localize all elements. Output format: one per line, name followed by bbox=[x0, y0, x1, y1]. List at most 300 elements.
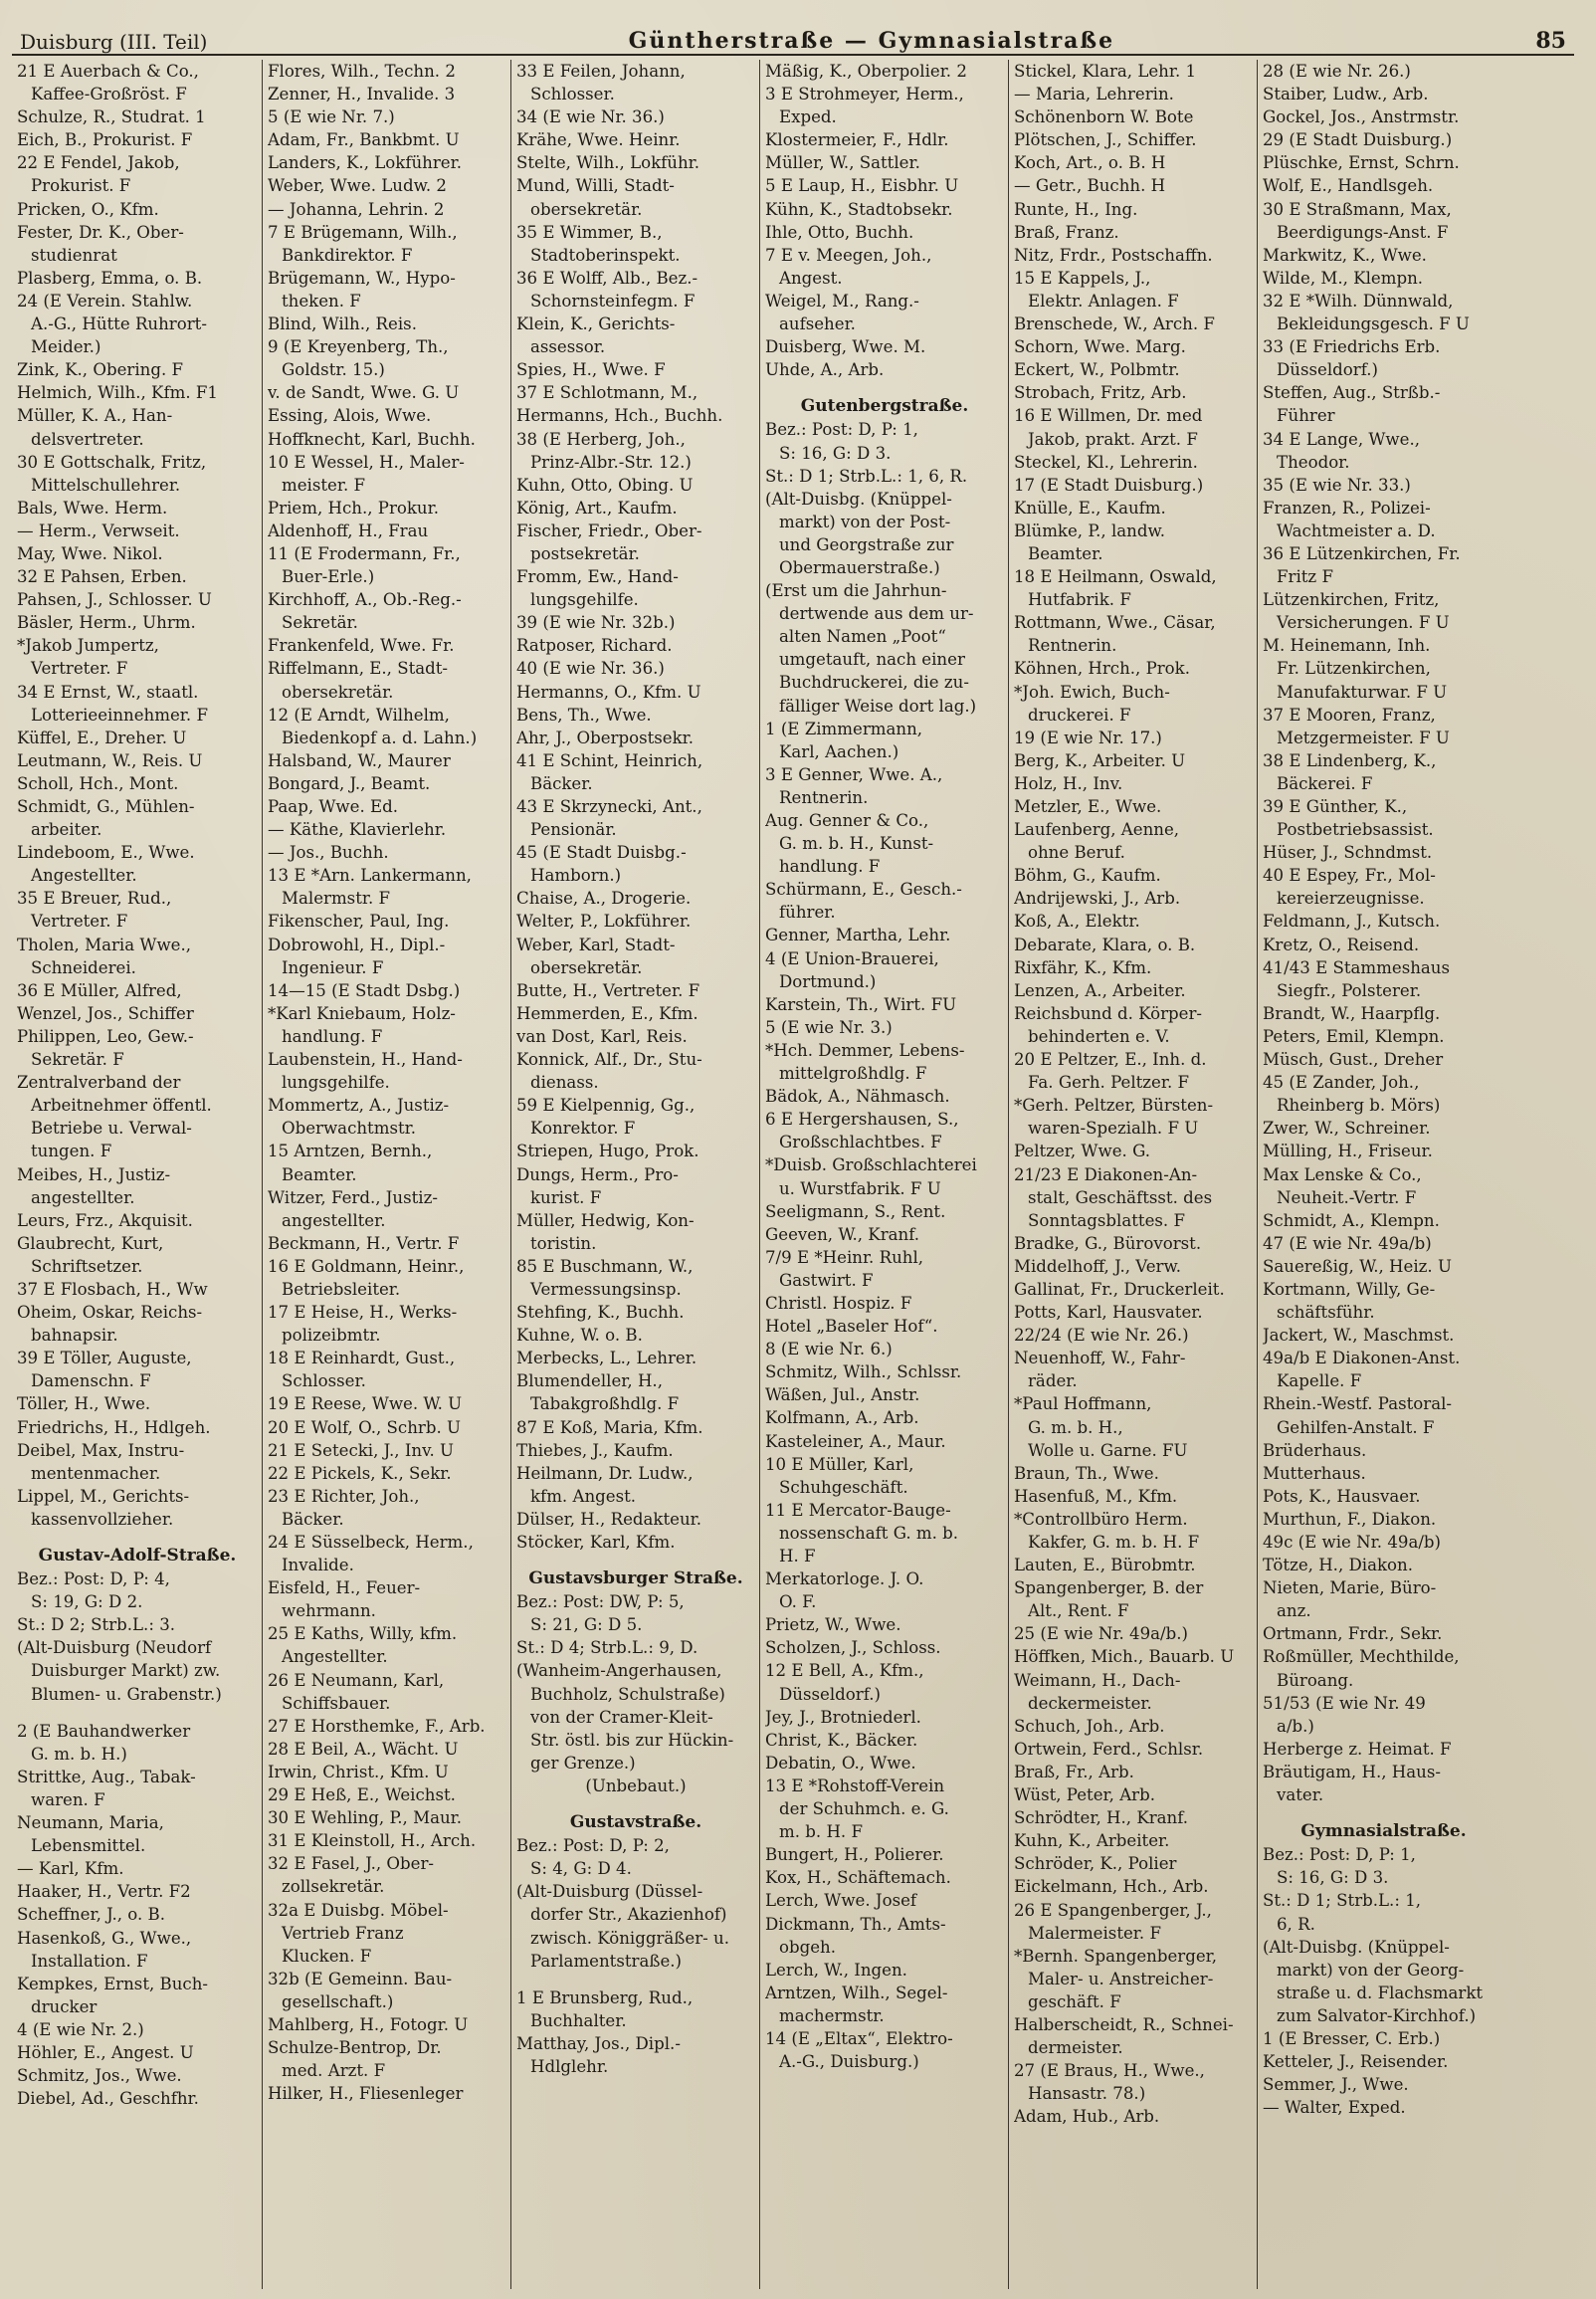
directory-entry: Rentnerin. bbox=[1028, 636, 1117, 656]
directory-entry: 6 E Hergershausen, S., bbox=[765, 1110, 959, 1130]
directory-entry: Böhm, G., Kaufm. bbox=[1014, 866, 1161, 886]
directory-entry: ohne Beruf. bbox=[1028, 843, 1125, 863]
directory-entry: Bäckerei. F bbox=[1277, 773, 1373, 793]
directory-entry: Thiebes, J., Kaufm. bbox=[516, 1440, 674, 1460]
street-heading: Gutenbergstraße. bbox=[800, 396, 969, 417]
directory-entry: 4 (E Union-Brauerei, bbox=[765, 948, 939, 968]
directory-entry: Bräutigam, H., Haus- bbox=[1263, 1762, 1441, 1781]
directory-entry: Kakfer, G. m. b. H. F bbox=[1028, 1533, 1200, 1552]
directory-entry: Installation. F bbox=[31, 1951, 148, 1971]
directory-entry: 32 E Fasel, J., Ober- bbox=[268, 1854, 435, 1874]
directory-entry: Weigel, M., Rang.- bbox=[765, 291, 919, 311]
directory-entry: Neuenhoff, W., Fahr- bbox=[1014, 1349, 1186, 1368]
directory-entry: Rixfähr, K., Kfm. bbox=[1014, 957, 1152, 977]
directory-entry: 30 E Gottschalk, Fritz, bbox=[17, 452, 207, 472]
directory-entry: 37 E Mooren, Franz, bbox=[1263, 705, 1436, 725]
directory-entry: angestellter. bbox=[282, 1210, 386, 1230]
directory-entry: dertwende aus dem ur- bbox=[779, 604, 974, 624]
directory-entry: *Controllbüro Herm. bbox=[1014, 1509, 1188, 1529]
directory-entry: behinderten e. V. bbox=[1028, 1026, 1170, 1046]
directory-entry: Schürmann, E., Gesch.- bbox=[765, 880, 962, 900]
directory-entry: Müller, Hedwig, Kon- bbox=[516, 1210, 695, 1230]
directory-entry: 40 E Espey, Fr., Mol- bbox=[1263, 866, 1436, 886]
directory-entry: Klucken. F bbox=[282, 1946, 372, 1966]
directory-entry: 1 (E Zimmermann, bbox=[765, 719, 923, 738]
directory-entry: Butte, H., Vertreter. F bbox=[516, 980, 700, 1000]
directory-entry: Max Lenske & Co., bbox=[1263, 1164, 1422, 1184]
directory-entry: Höhler, E., Angest. U bbox=[17, 2042, 194, 2062]
directory-entry: Müller, K. A., Han- bbox=[17, 406, 173, 426]
directory-entry: 47 (E wie Nr. 49a/b) bbox=[1263, 1233, 1432, 1253]
directory-entry: polizeibmtr. bbox=[282, 1326, 381, 1346]
directory-entry: 12 (E Arndt, Wilhelm, bbox=[268, 705, 450, 725]
directory-entry: Weber, Wwe. Ludw. 2 bbox=[268, 176, 447, 196]
directory-entry: anz. bbox=[1277, 1601, 1311, 1621]
directory-entry: Müller, W., Sattler. bbox=[765, 153, 920, 173]
directory-entry: G. m. b. H., Kunst- bbox=[779, 834, 934, 854]
directory-entry: Schulze, R., Studrat. 1 bbox=[17, 107, 206, 127]
directory-entry: theken. F bbox=[282, 291, 361, 311]
directory-entry: 1 E Brunsberg, Rud., bbox=[516, 1987, 694, 2007]
directory-entry: Kirchhoff, A., Ob.-Reg.- bbox=[268, 590, 462, 610]
directory-entry: Betriebe u. Verwal- bbox=[31, 1119, 192, 1139]
directory-entry: Staiber, Ludw., Arb. bbox=[1263, 85, 1429, 104]
directory-entry: Merbecks, L., Lehrer. bbox=[516, 1349, 698, 1368]
directory-entry: Hoffknecht, Karl, Buchh. bbox=[268, 429, 476, 449]
directory-entry: Flores, Wilh., Techn. 2 bbox=[268, 62, 456, 81]
directory-entry: Debatin, O., Wwe. bbox=[765, 1753, 916, 1773]
directory-entry: Prinz-Albr.-Str. 12.) bbox=[530, 452, 692, 472]
directory-entry: Weimann, H., Dach- bbox=[1014, 1670, 1181, 1690]
directory-entry: Hemmerden, E., Kfm. bbox=[516, 1003, 698, 1023]
directory-entry: *Joh. Ewich, Buch- bbox=[1014, 682, 1170, 702]
directory-entry: Gastwirt. F bbox=[779, 1270, 874, 1290]
directory-entry: Roßmüller, Mechthilde, bbox=[1263, 1647, 1460, 1667]
directory-entry: Striepen, Hugo, Prok. bbox=[516, 1142, 699, 1161]
directory-entry: Lebensmittel. bbox=[31, 1836, 146, 1856]
directory-entry: dienass. bbox=[530, 1073, 599, 1093]
directory-entry: obersekretär. bbox=[282, 682, 394, 702]
directory-entry: Franzen, R., Polizei- bbox=[1263, 498, 1431, 518]
directory-entry: Angestellter. bbox=[282, 1647, 388, 1667]
directory-entry: Strobach, Fritz, Arb. bbox=[1014, 383, 1187, 403]
directory-entry: 25 (E wie Nr. 49a/b.) bbox=[1014, 1624, 1189, 1644]
directory-entry: Adam, Fr., Bankbmt. U bbox=[268, 130, 460, 150]
directory-entry: Pahsen, J., Schlosser. U bbox=[17, 590, 212, 610]
directory-entry: Riffelmann, E., Stadt- bbox=[268, 659, 449, 679]
directory-entry: 2 (E Bauhandwerker bbox=[17, 1721, 191, 1741]
directory-entry: (Wanheim-Angerhausen, bbox=[516, 1661, 722, 1681]
directory-entry: Dülser, H., Redakteur. bbox=[516, 1509, 702, 1529]
directory-entry: 18 E Heilmann, Oswald, bbox=[1014, 567, 1217, 587]
directory-entry: Beamter. bbox=[282, 1164, 357, 1184]
directory-entry: Damenschn. F bbox=[31, 1371, 151, 1391]
directory-entry: geschäft. F bbox=[1028, 1991, 1121, 2011]
directory-entry: Hüser, J., Schndmst. bbox=[1263, 843, 1433, 863]
directory-entry bbox=[516, 1973, 755, 1986]
directory-entry: 3 E Strohmeyer, Herm., bbox=[765, 85, 964, 104]
directory-entry: lungsgehilfe. bbox=[282, 1073, 390, 1093]
directory-entry: Krähe, Wwe. Heinr. bbox=[516, 130, 681, 150]
directory-entry: waren-Spezialh. F U bbox=[1028, 1119, 1199, 1139]
directory-entry: Lerch, W., Ingen. bbox=[765, 1960, 907, 1980]
directory-entry: Pensionär. bbox=[530, 820, 617, 840]
directory-entry: 36 E Müller, Alfred, bbox=[17, 980, 182, 1000]
directory-entry: angestellter. bbox=[31, 1187, 135, 1207]
directory-entry: 20 E Peltzer, E., Inh. d. bbox=[1014, 1050, 1207, 1070]
directory-entry: — Johanna, Lehrin. 2 bbox=[268, 199, 445, 219]
directory-entry: A.-G., Duisburg.) bbox=[779, 2052, 919, 2072]
directory-entry: Schorn, Wwe. Marg. bbox=[1014, 337, 1186, 357]
directory-entry: *Bernh. Spangenberger, bbox=[1014, 1946, 1218, 1966]
directory-entry: 34 E Lange, Wwe., bbox=[1263, 429, 1420, 449]
directory-entry: Buer-Erle.) bbox=[282, 567, 375, 587]
directory-entry: Andrijewski, J., Arb. bbox=[1014, 889, 1181, 909]
directory-entry: Stadtoberinspekt. bbox=[530, 245, 681, 265]
directory-entry: 11 (E Frodermann, Fr., bbox=[268, 543, 461, 563]
directory-entry: Düsseldorf.) bbox=[1277, 360, 1378, 380]
directory-entry: Gehilfen-Anstalt. F bbox=[1277, 1417, 1435, 1437]
directory-entry: 31 E Kleinstoll, H., Arch. bbox=[268, 1831, 477, 1851]
directory-entry: gesellschaft.) bbox=[282, 1991, 394, 2011]
directory-entry: König, Art., Kaufm. bbox=[516, 498, 678, 518]
directory-entry: *Duisb. Großschlachterei bbox=[765, 1155, 977, 1175]
directory-entry: Fester, Dr. K., Ober- bbox=[17, 222, 184, 242]
directory-entry: Kasteleiner, A., Maur. bbox=[765, 1431, 946, 1451]
directory-entry: dorfer Str., Akazienhof) bbox=[530, 1905, 727, 1925]
directory-entry: 39 E Töller, Auguste, bbox=[17, 1349, 192, 1368]
directory-entry: Köhnen, Hrch., Prok. bbox=[1014, 659, 1190, 679]
directory-entry: Bals, Wwe. Herm. bbox=[17, 498, 168, 518]
directory-entry: und Georgstraße zur bbox=[779, 534, 954, 554]
directory-entry: 37 E Schlotmann, M., bbox=[516, 383, 698, 403]
directory-entry: 10 E Wessel, H., Maler- bbox=[268, 452, 465, 472]
directory-entry: 29 E Heß, E., Weichst. bbox=[268, 1785, 456, 1805]
directory-entry: Wachtmeister a. D. bbox=[1277, 521, 1436, 540]
directory-entry: dermeister. bbox=[1028, 2038, 1123, 2058]
directory-entry: 40 (E wie Nr. 36.) bbox=[516, 659, 665, 679]
section-label: Duisburg (III. Teil) bbox=[20, 30, 208, 54]
directory-entry: 5 (E wie Nr. 3.) bbox=[765, 1017, 893, 1037]
directory-entry: a/b.) bbox=[1277, 1716, 1314, 1736]
directory-entry: 15 E Kappels, J., bbox=[1014, 268, 1151, 288]
directory-entry: Dickmann, Th., Amts- bbox=[765, 1914, 946, 1934]
directory-entry: Laubenstein, H., Hand- bbox=[268, 1050, 463, 1070]
street-heading: Gustavstraße. bbox=[569, 1812, 702, 1833]
directory-entry: Kortmann, Willy, Ge- bbox=[1263, 1279, 1436, 1299]
directory-entry: 43 E Skrzynecki, Ant., bbox=[516, 797, 702, 816]
directory-entry: Lindeboom, E., Wwe. bbox=[17, 843, 195, 863]
directory-entry: Hotel „Baseler Hof“. bbox=[765, 1317, 938, 1337]
directory-entry: Sekretär. bbox=[282, 613, 358, 633]
directory-entry: v. de Sandt, Wwe. G. U bbox=[268, 383, 460, 403]
directory-entry: Bez.: Post: D, P: 2, bbox=[516, 1836, 670, 1856]
directory-entry: Wolf, E., Handlsgeh. bbox=[1263, 176, 1434, 196]
directory-entry: Manufakturwar. F U bbox=[1277, 682, 1448, 702]
directory-entry: Kaffee-Großröst. F bbox=[31, 85, 187, 104]
directory-entry: 35 (E wie Nr. 33.) bbox=[1263, 475, 1411, 495]
directory-entry: Wäßen, Jul., Anstr. bbox=[765, 1385, 920, 1405]
directory-entry: 20 E Wolf, O., Schrb. U bbox=[268, 1417, 461, 1437]
directory-entry: — Maria, Lehrerin. bbox=[1014, 85, 1174, 104]
directory-entry: 32b (E Gemeinn. Bau- bbox=[268, 1969, 453, 1988]
directory-entry: *Jakob Jumpertz, bbox=[17, 636, 159, 656]
directory-entry: Zentralverband der bbox=[17, 1073, 181, 1093]
directory-entry: — Jos., Buchh. bbox=[268, 843, 389, 863]
directory-entry bbox=[516, 1797, 755, 1811]
directory-entry: — Käthe, Klavierlehr. bbox=[268, 820, 447, 840]
directory-entry: Büroang. bbox=[1277, 1670, 1354, 1690]
directory-entry: Frankenfeld, Wwe. Fr. bbox=[268, 636, 455, 656]
directory-entry: ger Grenze.) bbox=[530, 1753, 636, 1773]
directory-entry: Sonntagsblattes. F bbox=[1028, 1210, 1185, 1230]
directory-entry: S: 4, G: D 4. bbox=[530, 1859, 632, 1879]
directory-entry: 21 E Setecki, J., Inv. U bbox=[268, 1440, 455, 1460]
directory-entry: 32a E Duisbg. Möbel- bbox=[268, 1900, 449, 1920]
directory-entry: Brüderhaus. bbox=[1263, 1440, 1367, 1460]
directory-entry: postsekretär. bbox=[530, 543, 640, 563]
directory-entry: 36 E Lützenkirchen, Fr. bbox=[1263, 543, 1461, 563]
directory-entry: Brügemann, W., Hypo- bbox=[268, 268, 456, 288]
column-6 bbox=[1258, 60, 1508, 2289]
directory-entry bbox=[17, 1706, 258, 1720]
directory-entry: Gockel, Jos., Anstrmstr. bbox=[1263, 107, 1460, 127]
directory-entry: 7 E Brügemann, Wilh., bbox=[268, 222, 458, 242]
directory-entry: Str. östl. bis zur Hückin- bbox=[530, 1730, 734, 1750]
directory-entry: 23 E Richter, Joh., bbox=[268, 1486, 420, 1506]
directory-entry: *Karl Kniebaum, Holz- bbox=[268, 1003, 456, 1023]
directory-entry: obersekretär. bbox=[530, 957, 643, 977]
directory-entry: Sauereßig, W., Heiz. U bbox=[1263, 1256, 1452, 1276]
directory-entry: Essing, Alois, Wwe. bbox=[268, 406, 432, 426]
directory-entry: Eich, B., Prokurist. F bbox=[17, 130, 193, 150]
directory-entry: 13 E *Arn. Lankermann, bbox=[268, 866, 472, 886]
directory-entry: S: 21, G: D 5. bbox=[530, 1615, 643, 1635]
directory-entry: Bez.: Post: DW, P: 5, bbox=[516, 1592, 685, 1612]
directory-entry: Parlamentstraße.) bbox=[530, 1951, 683, 1971]
directory-entry: Angestellter. bbox=[31, 866, 137, 886]
directory-entry: Ketteler, J., Reisender. bbox=[1263, 2052, 1449, 2072]
directory-entry: Beamter. bbox=[1028, 543, 1103, 563]
directory-entry: Großschlachtbes. F bbox=[779, 1133, 942, 1152]
directory-entry: Hilker, H., Fliesenleger bbox=[268, 2084, 464, 2104]
directory-entry: 25 E Kaths, Willy, kfm. bbox=[268, 1624, 458, 1644]
directory-entry: 14 (E „Eltax“, Elektro- bbox=[765, 2028, 953, 2048]
directory-entry: 15 Arntzen, Bernh., bbox=[268, 1142, 433, 1161]
directory-entry: Vermessungsinsp. bbox=[530, 1279, 682, 1299]
directory-entry: kassenvollzieher. bbox=[31, 1509, 174, 1529]
directory-entry: Ingenieur. F bbox=[282, 957, 384, 977]
directory-entry: Kretz, O., Reisend. bbox=[1263, 935, 1420, 954]
directory-entry: Düsseldorf.) bbox=[779, 1684, 881, 1704]
directory-entry: 27 (E Braus, H., Wwe., bbox=[1014, 2061, 1205, 2081]
directory-entry: Angest. bbox=[779, 268, 843, 288]
directory-entry: waren. F bbox=[31, 1789, 105, 1809]
directory-entry: Helmich, Wilh., Kfm. F1 bbox=[17, 383, 218, 403]
directory-entry: Brenschede, W., Arch. F bbox=[1014, 314, 1215, 334]
directory-entry: aufseher. bbox=[779, 314, 856, 334]
directory-entry: Wüst, Peter, Arb. bbox=[1014, 1785, 1156, 1805]
directory-entry: Ihle, Otto, Buchh. bbox=[765, 222, 914, 242]
directory-entry: Braun, Th., Wwe. bbox=[1014, 1463, 1159, 1483]
directory-entry: Theodor. bbox=[1277, 452, 1350, 472]
directory-entry: Irwin, Christ., Kfm. U bbox=[268, 1762, 449, 1781]
directory-entry: Lerch, Wwe. Josef bbox=[765, 1891, 917, 1911]
directory-entry: Bekleidungsgesch. F U bbox=[1277, 314, 1470, 334]
directory-entry: nossenschaft G. m. b. bbox=[779, 1523, 959, 1543]
directory-entry: Bäcker. bbox=[282, 1509, 344, 1529]
directory-entry: Mund, Willi, Stadt- bbox=[516, 176, 675, 196]
directory-entry: 13 E *Rohstoff-Verein bbox=[765, 1776, 945, 1795]
directory-entry: (Alt-Duisburg (Düssel- bbox=[516, 1882, 703, 1902]
directory-entry: Dungs, Herm., Pro- bbox=[516, 1164, 679, 1184]
directory-entry: lungsgehilfe. bbox=[530, 590, 639, 610]
directory-entry: Bez.: Post: D, P: 1, bbox=[765, 420, 918, 440]
directory-entry: S: 16, G: D 3. bbox=[779, 443, 892, 463]
directory-entry: Stehfing, K., Buchh. bbox=[516, 1303, 685, 1323]
directory-entry: Plüschke, Ernst, Schrn. bbox=[1263, 153, 1460, 173]
directory-entry: Pricken, O., Kfm. bbox=[17, 199, 159, 219]
directory-entry: 18 E Reinhardt, Gust., bbox=[268, 1349, 456, 1368]
directory-entry: Berg, K., Arbeiter. U bbox=[1014, 750, 1186, 770]
directory-entry: zum Salvator-Kirchhof.) bbox=[1277, 2005, 1477, 2025]
directory-entry: räder. bbox=[1028, 1371, 1078, 1391]
directory-entry: 14—15 (E Stadt Dsbg.) bbox=[268, 980, 461, 1000]
directory-entry: Paap, Wwe. Ed. bbox=[268, 797, 399, 816]
directory-entry: Vertreter. F bbox=[31, 912, 128, 932]
directory-entry: 7 E v. Meegen, Joh., bbox=[765, 245, 932, 265]
directory-entry: Müsch, Gust., Dreher bbox=[1263, 1050, 1444, 1070]
directory-entry: Prietz, W., Wwe. bbox=[765, 1615, 901, 1635]
directory-entry: Rottmann, Wwe., Cäsar, bbox=[1014, 613, 1216, 633]
directory-entry: Scholl, Hch., Mont. bbox=[17, 773, 179, 793]
directory-entry: (Erst um die Jahrhun- bbox=[765, 581, 947, 601]
directory-entry: Reichsbund d. Körper- bbox=[1014, 1003, 1203, 1023]
directory-entry: Markwitz, K., Wwe. bbox=[1263, 245, 1427, 265]
directory-entry: Rhein.-Westf. Pastoral- bbox=[1263, 1394, 1453, 1414]
directory-entry: Leurs, Frz., Akquisit. bbox=[17, 1210, 193, 1230]
directory-entry: 22 E Fendel, Jakob, bbox=[17, 153, 180, 173]
street-heading: Gustavsburger Straße. bbox=[528, 1568, 743, 1589]
directory-entry: 24 (E Verein. Stahlw. bbox=[17, 291, 193, 311]
directory-entry: Herberge z. Heimat. F bbox=[1263, 1739, 1452, 1759]
directory-entry: Vertreter. F bbox=[31, 659, 128, 679]
directory-entry: straße u. d. Flachsmarkt bbox=[1277, 1983, 1484, 2002]
directory-entry: Fr. Lützenkirchen, bbox=[1277, 659, 1431, 679]
directory-entry: 39 E Günther, K., bbox=[1263, 797, 1408, 816]
directory-entry: 49a/b E Diakonen-Anst. bbox=[1263, 1349, 1461, 1368]
directory-entry: Eickelmann, Hch., Arb. bbox=[1014, 1877, 1209, 1897]
directory-entry: Mäßig, K., Oberpolier. 2 bbox=[765, 62, 967, 81]
directory-entry: 34 (E wie Nr. 36.) bbox=[516, 107, 665, 127]
directory-entry: Kox, H., Schäftemach. bbox=[765, 1868, 951, 1888]
directory-entry: Eckert, W., Polbmtr. bbox=[1014, 360, 1180, 380]
directory-entry: Welter, P., Lokführer. bbox=[516, 912, 692, 932]
directory-entry: Metzgermeister. F U bbox=[1277, 728, 1450, 747]
directory-entry: Schmitz, Jos., Wwe. bbox=[17, 2066, 182, 2086]
page-header bbox=[12, 14, 1574, 56]
column-2 bbox=[263, 60, 511, 2289]
directory-entry: A.-G., Hütte Ruhrort- bbox=[31, 314, 207, 334]
directory-entry: 59 E Kielpennig, Gg., bbox=[516, 1096, 696, 1116]
directory-entry: Buchhalter. bbox=[530, 2010, 627, 2030]
directory-entry: 17 E Heise, H., Werks- bbox=[268, 1303, 458, 1323]
directory-entry: Geeven, W., Kranf. bbox=[765, 1224, 920, 1244]
directory-entry: 19 (E wie Nr. 17.) bbox=[1014, 728, 1162, 747]
directory-entry: fälliger Weise dort lag.) bbox=[779, 696, 977, 716]
directory-entry: Scholzen, J., Schloss. bbox=[765, 1638, 941, 1658]
directory-entry: Rentnerin. bbox=[779, 787, 869, 807]
directory-entry: Zwer, W., Schreiner. bbox=[1263, 1119, 1431, 1139]
directory-entry: Bens, Th., Wwe. bbox=[516, 705, 652, 725]
directory-entry: 12 E Bell, A., Kfm., bbox=[765, 1661, 924, 1681]
directory-entry: 26 E Neumann, Karl, bbox=[268, 1670, 445, 1690]
directory-entry: Kuhne, W. o. B. bbox=[516, 1326, 643, 1346]
directory-entry: Vertrieb Franz bbox=[282, 1923, 404, 1943]
directory-entry: Karstein, Th., Wirt. FU bbox=[765, 994, 957, 1014]
directory-entry: Tabakgroßhdlg. F bbox=[530, 1394, 680, 1414]
directory-entry: Semmer, J., Wwe. bbox=[1263, 2075, 1409, 2095]
directory-entry: zollsekretär. bbox=[282, 1877, 385, 1897]
directory-entry: Lotterieeinnehmer. F bbox=[31, 705, 208, 725]
directory-entry: Schuhgeschäft. bbox=[779, 1477, 908, 1497]
directory-entry: Runte, H., Ing. bbox=[1014, 199, 1138, 219]
directory-entry: Zenner, H., Invalide. 3 bbox=[268, 85, 456, 104]
directory-entry: Brandt, W., Haarpflg. bbox=[1263, 1003, 1441, 1023]
directory-entry: 29 (E Stadt Duisburg.) bbox=[1263, 130, 1453, 150]
directory-entry: Malermeister. F bbox=[1028, 1923, 1161, 1943]
directory-entry: Koch, Art., o. B. H bbox=[1014, 153, 1166, 173]
directory-entry: Bungert, H., Polierer. bbox=[765, 1845, 944, 1865]
directory-entry: Jey, J., Brotniederl. bbox=[765, 1707, 921, 1727]
directory-entry: 41/43 E Stammeshaus bbox=[1263, 957, 1451, 977]
directory-entry: 24 E Süsselbeck, Herm., bbox=[268, 1533, 474, 1552]
directory-entry: Bäsler, Herm., Uhrm. bbox=[17, 613, 196, 633]
directory-entry: Schneiderei. bbox=[31, 957, 136, 977]
directory-entry: schäftsführ. bbox=[1277, 1303, 1375, 1323]
directory-entry: u. Wurstfabrik. F U bbox=[779, 1178, 941, 1198]
directory-entry: 34 E Ernst, W., staatl. bbox=[17, 682, 199, 702]
directory-entry: der Schuhmch. e. G. bbox=[779, 1799, 949, 1819]
directory-entry: Bäcker. bbox=[530, 773, 593, 793]
directory-entry: Konrektor. F bbox=[530, 1119, 636, 1139]
directory-entry: zwisch. Königgräßer- u. bbox=[530, 1928, 729, 1948]
directory-entry: 16 E Goldmann, Heinr., bbox=[268, 1256, 465, 1276]
directory-entry: (Alt-Duisbg. (Knüppel- bbox=[1263, 1937, 1450, 1957]
directory-entry: 11 E Mercator-Bauge- bbox=[765, 1500, 951, 1520]
directory-entry: handlung. F bbox=[779, 857, 881, 877]
directory-entry: Diebel, Ad., Geschfhr. bbox=[17, 2089, 199, 2109]
directory-entry: 39 (E wie Nr. 32b.) bbox=[516, 613, 676, 633]
directory-entry: Priem, Hch., Prokur. bbox=[268, 498, 439, 518]
directory-entry: Landers, K., Lokführer. bbox=[268, 153, 462, 173]
directory-entry: führer. bbox=[779, 903, 836, 923]
street-range-title: Güntherstraße — Gymnasialstraße bbox=[628, 28, 1115, 54]
directory-entry: Fikenscher, Paul, Ing. bbox=[268, 912, 450, 932]
directory-entry bbox=[765, 381, 1004, 395]
directory-entry: Kuhn, K., Arbeiter. bbox=[1014, 1831, 1170, 1851]
directory-entry: — Getr., Buchh. H bbox=[1014, 176, 1166, 196]
directory-entry: Betriebsleiter. bbox=[282, 1279, 401, 1299]
directory-entry: Schriftsetzer. bbox=[31, 1256, 143, 1276]
directory-entry: Duisberg, Wwe. M. bbox=[765, 337, 926, 357]
directory-entry: Murthun, F., Diakon. bbox=[1263, 1509, 1437, 1529]
directory-entry: Blumendeller, H., bbox=[516, 1371, 663, 1391]
directory-entry: toristin. bbox=[530, 1233, 597, 1253]
directory-entry: Karl, Aachen.) bbox=[779, 741, 899, 761]
directory-entry: Meibes, H., Justiz- bbox=[17, 1164, 171, 1184]
directory-entry: m. b. H. F bbox=[779, 1822, 863, 1842]
